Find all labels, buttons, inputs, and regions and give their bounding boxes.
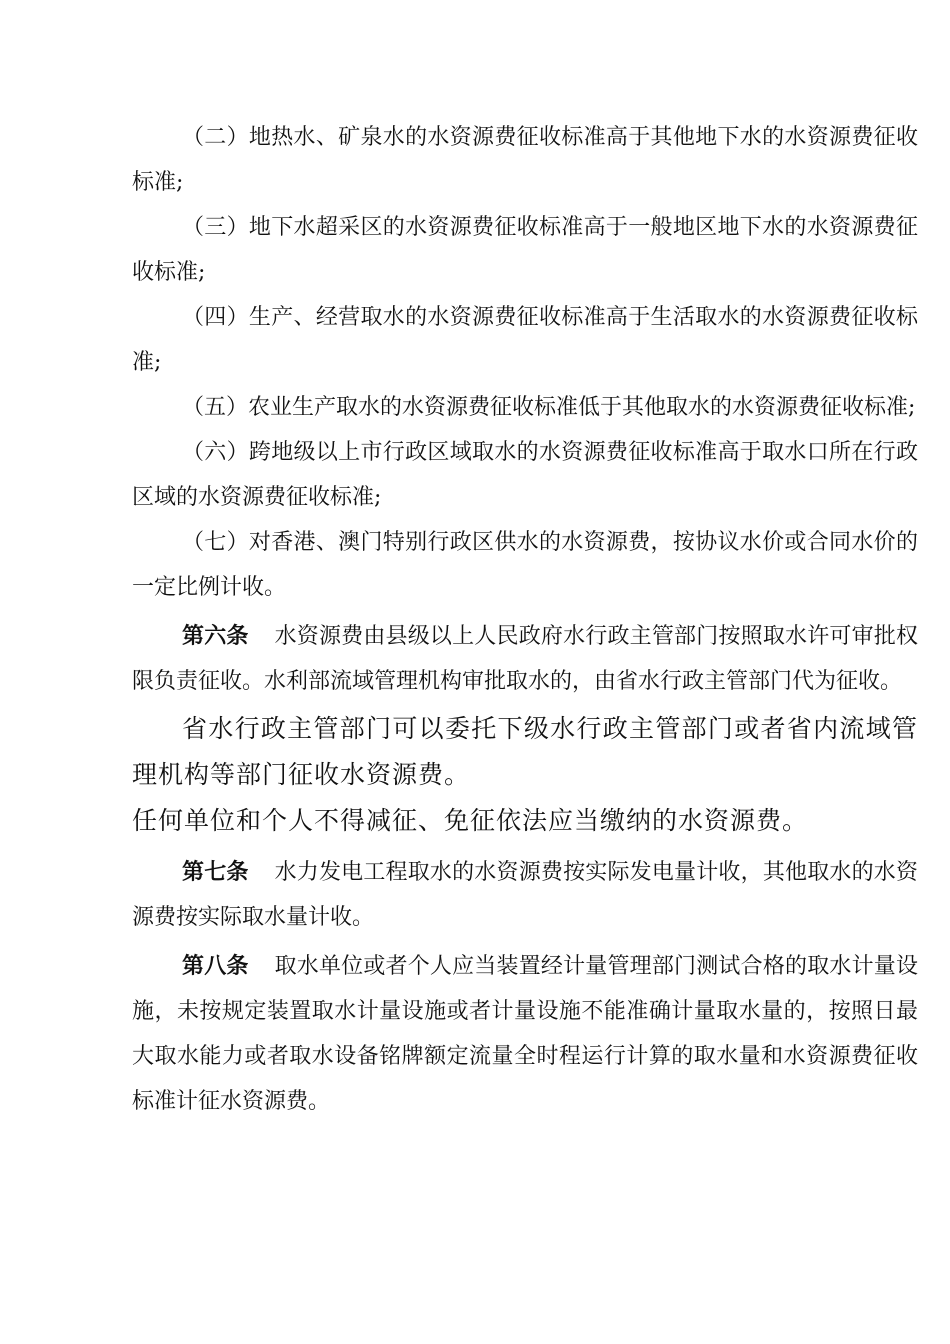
article-6-para-2 [132, 706, 918, 798]
clause-5 [132, 385, 918, 430]
clause-3 [132, 205, 918, 295]
clause-text: （五）农业生产取水的水资源费征收标准低于其他取水的水资源费征收标准; [182, 395, 916, 420]
article-6 [132, 614, 918, 704]
clause-text: （三）地下水超采区的水资源费征收标准高于一般地区地下水的水资源费征收标准; [132, 215, 918, 285]
article-text: 水力发电工程取水的水资源费按实际发电量计收，其他取水的水资源费按实际取水量计收。 [132, 860, 918, 930]
clause-text: （四）生产、经营取水的水资源费征收标准高于生活取水的水资源费征收标准; [132, 305, 918, 375]
article-number: 第六条 [182, 624, 249, 649]
clause-text: （二）地热水、矿泉水的水资源费征收标准高于其他地下水的水资源费征收标准; [132, 125, 918, 195]
clause-text: （六）跨地级以上市行政区域取水的水资源费征收标准高于取水口所在行政区域的水资源费征收标准; [132, 440, 918, 510]
article-text: 水资源费由县级以上人民政府水行政主管部门按照取水许可审批权限负责征收。水利部流域管理机构审批取水的，由省水行政主管部门代为征收。 [132, 624, 918, 694]
article-7 [132, 850, 918, 940]
article-number: 第七条 [182, 860, 249, 885]
clause-6 [132, 430, 918, 520]
clause-7 [132, 520, 918, 610]
clause-4 [132, 295, 918, 385]
article-text: 取水单位或者个人应当装置经计量管理部门测试合格的取水计量设施，未按规定装置取水计量设施或者计量设施不能准确计量取水量的，按照日最大取水能力或者取水设备铭牌额定流量全时程运行计算的取水量和水资源费征收标准计征水资源费。 [132, 954, 918, 1114]
paragraph-text: 任何单位和个人不得减征、免征依法应当缴纳的水资源费。 [132, 806, 809, 835]
article-8 [132, 944, 918, 1124]
article-6-para-3 [132, 798, 918, 844]
clause-text: （七）对香港、澳门特别行政区供水的水资源费，按协议水价或合同水价的一定比例计收。 [132, 530, 918, 600]
article-number: 第八条 [182, 954, 249, 979]
clause-2 [132, 115, 918, 205]
paragraph-text: 省水行政主管部门可以委托下级水行政主管部门或者省内流域管理机构等部门征收水资源费。 [132, 714, 918, 789]
document-body [132, 115, 918, 1124]
